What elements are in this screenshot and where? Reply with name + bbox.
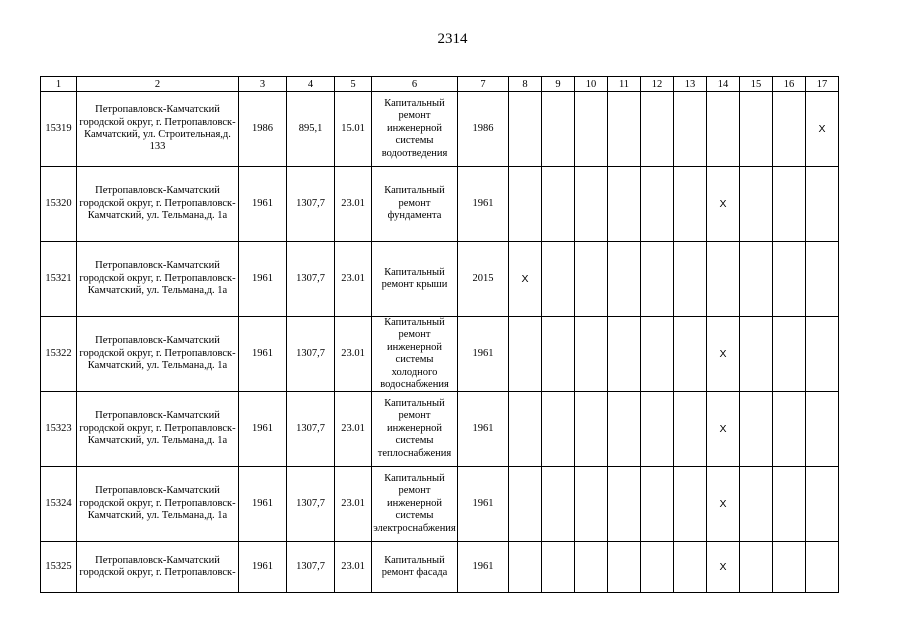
- address-cell-text: Петропавловск-Камчатский городской округ, г. Петропавловск-: [79, 554, 236, 578]
- row-id: 15323: [41, 392, 77, 467]
- year-cell: 1961: [458, 542, 509, 593]
- year-built-cell: 1986: [239, 92, 287, 167]
- page-number: 2314: [437, 31, 468, 47]
- header-row: [41, 77, 839, 92]
- address-cell-text: Петропавловск-Камчатский городской округ, г. Петропавловск-Камчатский, ул. Тельмана,д. 1а: [79, 335, 236, 372]
- mark-cell: [806, 542, 839, 593]
- table-row: [41, 242, 839, 317]
- column-header: 12: [641, 77, 674, 92]
- column-header: 4: [287, 77, 335, 92]
- mark-cell: [674, 467, 707, 542]
- mark-cell: [509, 542, 542, 593]
- column-header: 14: [707, 77, 740, 92]
- year-built-cell: 1961: [239, 317, 287, 392]
- mark-cell: [575, 92, 608, 167]
- mark-cell: [641, 242, 674, 317]
- area-cell: 895,1: [287, 92, 335, 167]
- mark-cell: [674, 167, 707, 242]
- mark-cell: X: [509, 242, 542, 317]
- mark-cell: [773, 92, 806, 167]
- year-built-cell: 1961: [239, 242, 287, 317]
- address-cell-text: Петропавловск-Камчатский городской округ, г. Петропавловск-Камчатский, ул. Тельмана,д. 1а: [79, 410, 236, 447]
- row-id: 15324: [41, 467, 77, 542]
- mark-cell: [806, 317, 839, 392]
- code-cell: 23.01: [335, 317, 372, 392]
- mark-cell: [641, 317, 674, 392]
- column-header: 8: [509, 77, 542, 92]
- mark-cell: X: [806, 92, 839, 167]
- code-cell: 23.01: [335, 542, 372, 593]
- mark-cell: [773, 392, 806, 467]
- work-type-cell-text: Капитальный ремонт фасада: [381, 554, 448, 578]
- mark-cell: [806, 392, 839, 467]
- mark-cell: [608, 167, 641, 242]
- address-cell-text: Петропавловск-Камчатский городской округ, г. Петропавловск-Камчатский, ул. Тельмана,д. 1а: [79, 185, 236, 222]
- mark-cell: [641, 92, 674, 167]
- year-cell: 1961: [458, 167, 509, 242]
- address-cell: [77, 242, 239, 317]
- mark-cell: [773, 167, 806, 242]
- address-cell: [77, 467, 239, 542]
- work-type-cell-text: Капитальный ремонт инженерной системы электроснабжения: [373, 472, 456, 534]
- year-cell: 1986: [458, 92, 509, 167]
- mark-cell: [641, 167, 674, 242]
- column-header: 9: [542, 77, 575, 92]
- work-type-cell-text: Капитальный ремонт фундамента: [384, 185, 445, 222]
- table-row: [41, 92, 839, 167]
- mark-cell: [542, 392, 575, 467]
- table-row: [41, 392, 839, 467]
- mark-cell: [542, 242, 575, 317]
- mark-cell: [641, 392, 674, 467]
- column-header: 5: [335, 77, 372, 92]
- address-cell-text: Петропавловск-Камчатский городской округ, г. Петропавловск-Камчатский, ул. Тельмана,д. 1а: [79, 485, 236, 522]
- area-cell: 1307,7: [287, 167, 335, 242]
- mark-cell: X: [707, 542, 740, 593]
- year-built-cell: 1961: [239, 542, 287, 593]
- column-header: 6: [372, 77, 458, 92]
- work-type-cell: [372, 317, 458, 392]
- mark-cell: [575, 167, 608, 242]
- mark-cell: [773, 542, 806, 593]
- mark-cell: [740, 542, 773, 593]
- code-cell: 23.01: [335, 167, 372, 242]
- mark-cell: [575, 242, 608, 317]
- mark-cell: [542, 467, 575, 542]
- column-header: 16: [773, 77, 806, 92]
- address-cell-text: Петропавловск-Камчатский городской округ, г. Петропавловск-Камчатский, ул. Строительная,д. 133: [79, 104, 236, 153]
- mark-cell: [608, 467, 641, 542]
- column-header: 7: [458, 77, 509, 92]
- mark-cell: X: [707, 467, 740, 542]
- address-cell: [77, 317, 239, 392]
- column-header: 11: [608, 77, 641, 92]
- address-cell: [77, 542, 239, 593]
- mark-cell: [509, 467, 542, 542]
- code-cell: 23.01: [335, 242, 372, 317]
- year-built-cell: 1961: [239, 467, 287, 542]
- mark-cell: [608, 542, 641, 593]
- mark-cell: [740, 242, 773, 317]
- mark-cell: [740, 167, 773, 242]
- mark-cell: [740, 317, 773, 392]
- year-built-cell: 1961: [239, 392, 287, 467]
- row-id: 15321: [41, 242, 77, 317]
- mark-cell: [509, 167, 542, 242]
- mark-cell: [674, 392, 707, 467]
- column-header: 10: [575, 77, 608, 92]
- mark-cell: [575, 317, 608, 392]
- year-built-cell: 1961: [239, 167, 287, 242]
- mark-cell: [509, 317, 542, 392]
- mark-cell: [542, 167, 575, 242]
- mark-cell: [740, 392, 773, 467]
- area-cell: 1307,7: [287, 317, 335, 392]
- area-cell: 1307,7: [287, 392, 335, 467]
- mark-cell: [806, 242, 839, 317]
- area-cell: 1307,7: [287, 467, 335, 542]
- area-cell: 1307,7: [287, 542, 335, 593]
- mark-cell: [575, 392, 608, 467]
- mark-cell: [542, 317, 575, 392]
- work-type-cell: [372, 542, 458, 593]
- work-type-cell-text: Капитальный ремонт инженерной системы теплоснабжения: [377, 397, 452, 459]
- mark-cell: [509, 92, 542, 167]
- address-cell: [77, 167, 239, 242]
- mark-cell: [773, 317, 806, 392]
- work-type-cell: [372, 242, 458, 317]
- year-cell: 1961: [458, 392, 509, 467]
- mark-cell: X: [707, 392, 740, 467]
- mark-cell: [509, 392, 542, 467]
- code-cell: 15.01: [335, 92, 372, 167]
- row-id: 15322: [41, 317, 77, 392]
- column-header: 3: [239, 77, 287, 92]
- mark-cell: [674, 542, 707, 593]
- register-table: [40, 76, 839, 593]
- mark-cell: [740, 92, 773, 167]
- address-cell-text: Петропавловск-Камчатский городской округ, г. Петропавловск-Камчатский, ул. Тельмана,д. 1а: [79, 260, 236, 297]
- year-cell: 1961: [458, 467, 509, 542]
- mark-cell: [707, 92, 740, 167]
- row-id: 15320: [41, 167, 77, 242]
- mark-cell: [674, 242, 707, 317]
- mark-cell: [806, 167, 839, 242]
- mark-cell: [608, 392, 641, 467]
- area-cell: 1307,7: [287, 242, 335, 317]
- work-type-cell-text: Капитальный ремонт крыши: [381, 266, 448, 290]
- mark-cell: [641, 467, 674, 542]
- mark-cell: [542, 542, 575, 593]
- work-type-cell: [372, 467, 458, 542]
- mark-cell: X: [707, 167, 740, 242]
- mark-cell: [608, 317, 641, 392]
- year-cell: 2015: [458, 242, 509, 317]
- code-cell: 23.01: [335, 392, 372, 467]
- mark-cell: [806, 467, 839, 542]
- table-row: [41, 467, 839, 542]
- mark-cell: [608, 242, 641, 317]
- code-cell: 23.01: [335, 467, 372, 542]
- mark-cell: [740, 467, 773, 542]
- mark-cell: [542, 92, 575, 167]
- work-type-cell: [372, 167, 458, 242]
- year-cell: 1961: [458, 317, 509, 392]
- mark-cell: [575, 542, 608, 593]
- column-header: 2: [77, 77, 239, 92]
- work-type-cell-text: Капитальный ремонт инженерной системы водоотведения: [381, 97, 448, 159]
- mark-cell: [707, 242, 740, 317]
- mark-cell: [641, 542, 674, 593]
- table-row: [41, 317, 839, 392]
- address-cell: [77, 392, 239, 467]
- mark-cell: [575, 467, 608, 542]
- column-header: 1: [41, 77, 77, 92]
- table-row: [41, 542, 839, 593]
- column-header: 17: [806, 77, 839, 92]
- address-cell: [77, 92, 239, 167]
- mark-cell: [608, 92, 641, 167]
- mark-cell: [674, 92, 707, 167]
- mark-cell: [773, 242, 806, 317]
- work-type-cell-text: Капитальный ремонт инженерной системы холодного водоснабжения: [380, 317, 449, 391]
- mark-cell: [773, 467, 806, 542]
- mark-cell: X: [707, 317, 740, 392]
- column-header: 15: [740, 77, 773, 92]
- work-type-cell: [372, 392, 458, 467]
- work-type-cell: [372, 92, 458, 167]
- column-header: 13: [674, 77, 707, 92]
- mark-cell: [674, 317, 707, 392]
- row-id: 15325: [41, 542, 77, 593]
- row-id: 15319: [41, 92, 77, 167]
- table-row: [41, 167, 839, 242]
